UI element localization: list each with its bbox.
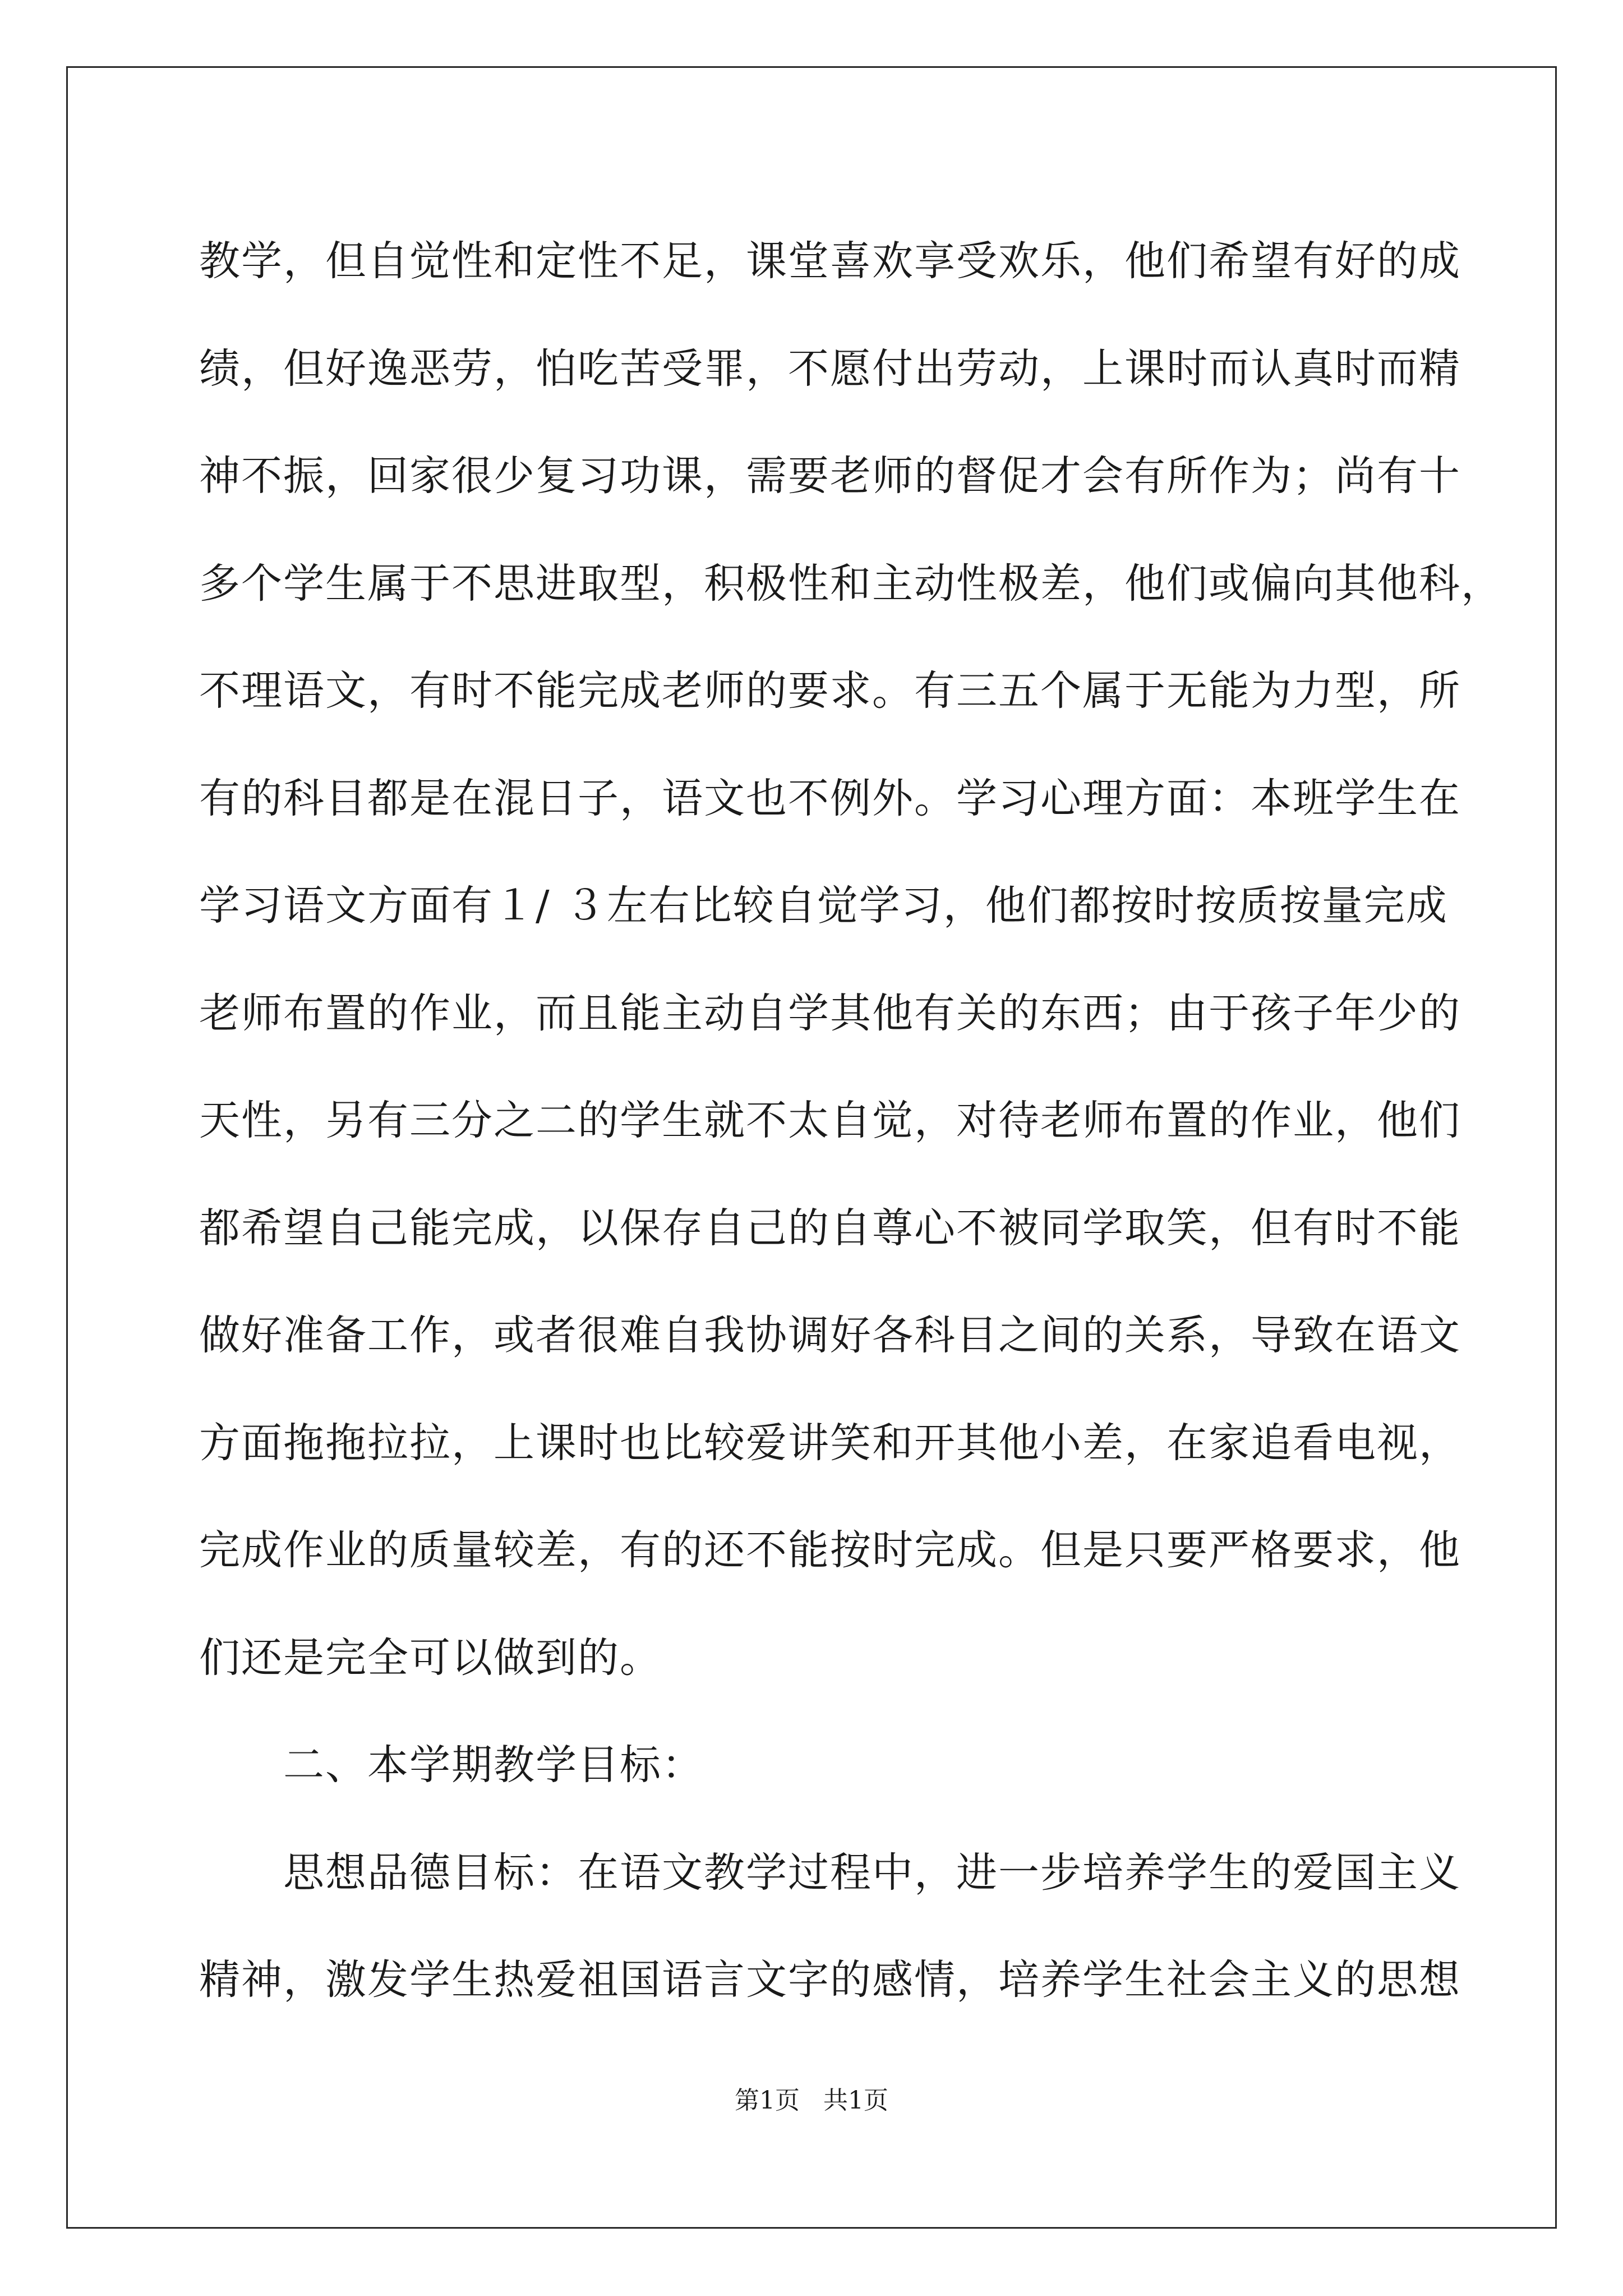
text-line: 学习语文方面有１/ ３左右比较自觉学习，他们都按时按质按量完成 <box>199 882 1448 930</box>
text-line: 思想品德目标：在语文教学过程中，进一步培养学生的爱国主义 <box>283 1848 1461 1897</box>
text-line: 不理语文，有时不能完成老师的要求。有三五个属于无能为力型，所 <box>199 667 1461 715</box>
text-line: 方面拖拖拉拉，上课时也比较爱讲笑和开其他小差，在家追看电视， <box>199 1419 1461 1467</box>
document-body <box>199 208 1503 2034</box>
section-heading: 二、本学期教学目标： <box>283 1741 704 1789</box>
text-line: 们还是完全可以做到的。 <box>199 1634 662 1682</box>
text-line: 有的科目都是在混日子，语文也不例外。学习心理方面：本班学生在 <box>199 774 1461 822</box>
text-line: 完成作业的质量较差，有的还不能按时完成。但是只要严格要求，他 <box>199 1526 1461 1574</box>
text-line: 多个学生属于不思进取型，积极性和主动性极差，他们或偏向其他科， <box>199 559 1503 608</box>
text-line: 神不振，回家很少复习功课，需要老师的督促才会有所作为；尚有十 <box>199 452 1461 500</box>
page-footer: 第1页 共1页 <box>735 2086 888 2115</box>
text-line: 精神，激发学生热爱祖国语言文字的感情，培养学生社会主义的思想 <box>199 1956 1461 2004</box>
text-line: 做好准备工作，或者很难自我协调好各科目之间的关系，导致在语文 <box>199 1312 1461 1359</box>
text-line: 老师布置的作业，而且能主动自学其他有关的东西；由于孩子年少的 <box>199 989 1461 1037</box>
text-line: 天性，另有三分之二的学生就不太自觉，对待老师布置的作业，他们 <box>199 1097 1461 1144</box>
text-line: 都希望自己能完成，以保存自己的自尊心不被同学取笑，但有时不能 <box>199 1204 1461 1252</box>
text-line: 教学，但自觉性和定性不足，课堂喜欢享受欢乐，他们希望有好的成 <box>199 237 1461 285</box>
text-line: 绩，但好逸恶劳，怕吃苦受罪，不愿付出劳动，上课时而认真时而精 <box>199 344 1461 393</box>
